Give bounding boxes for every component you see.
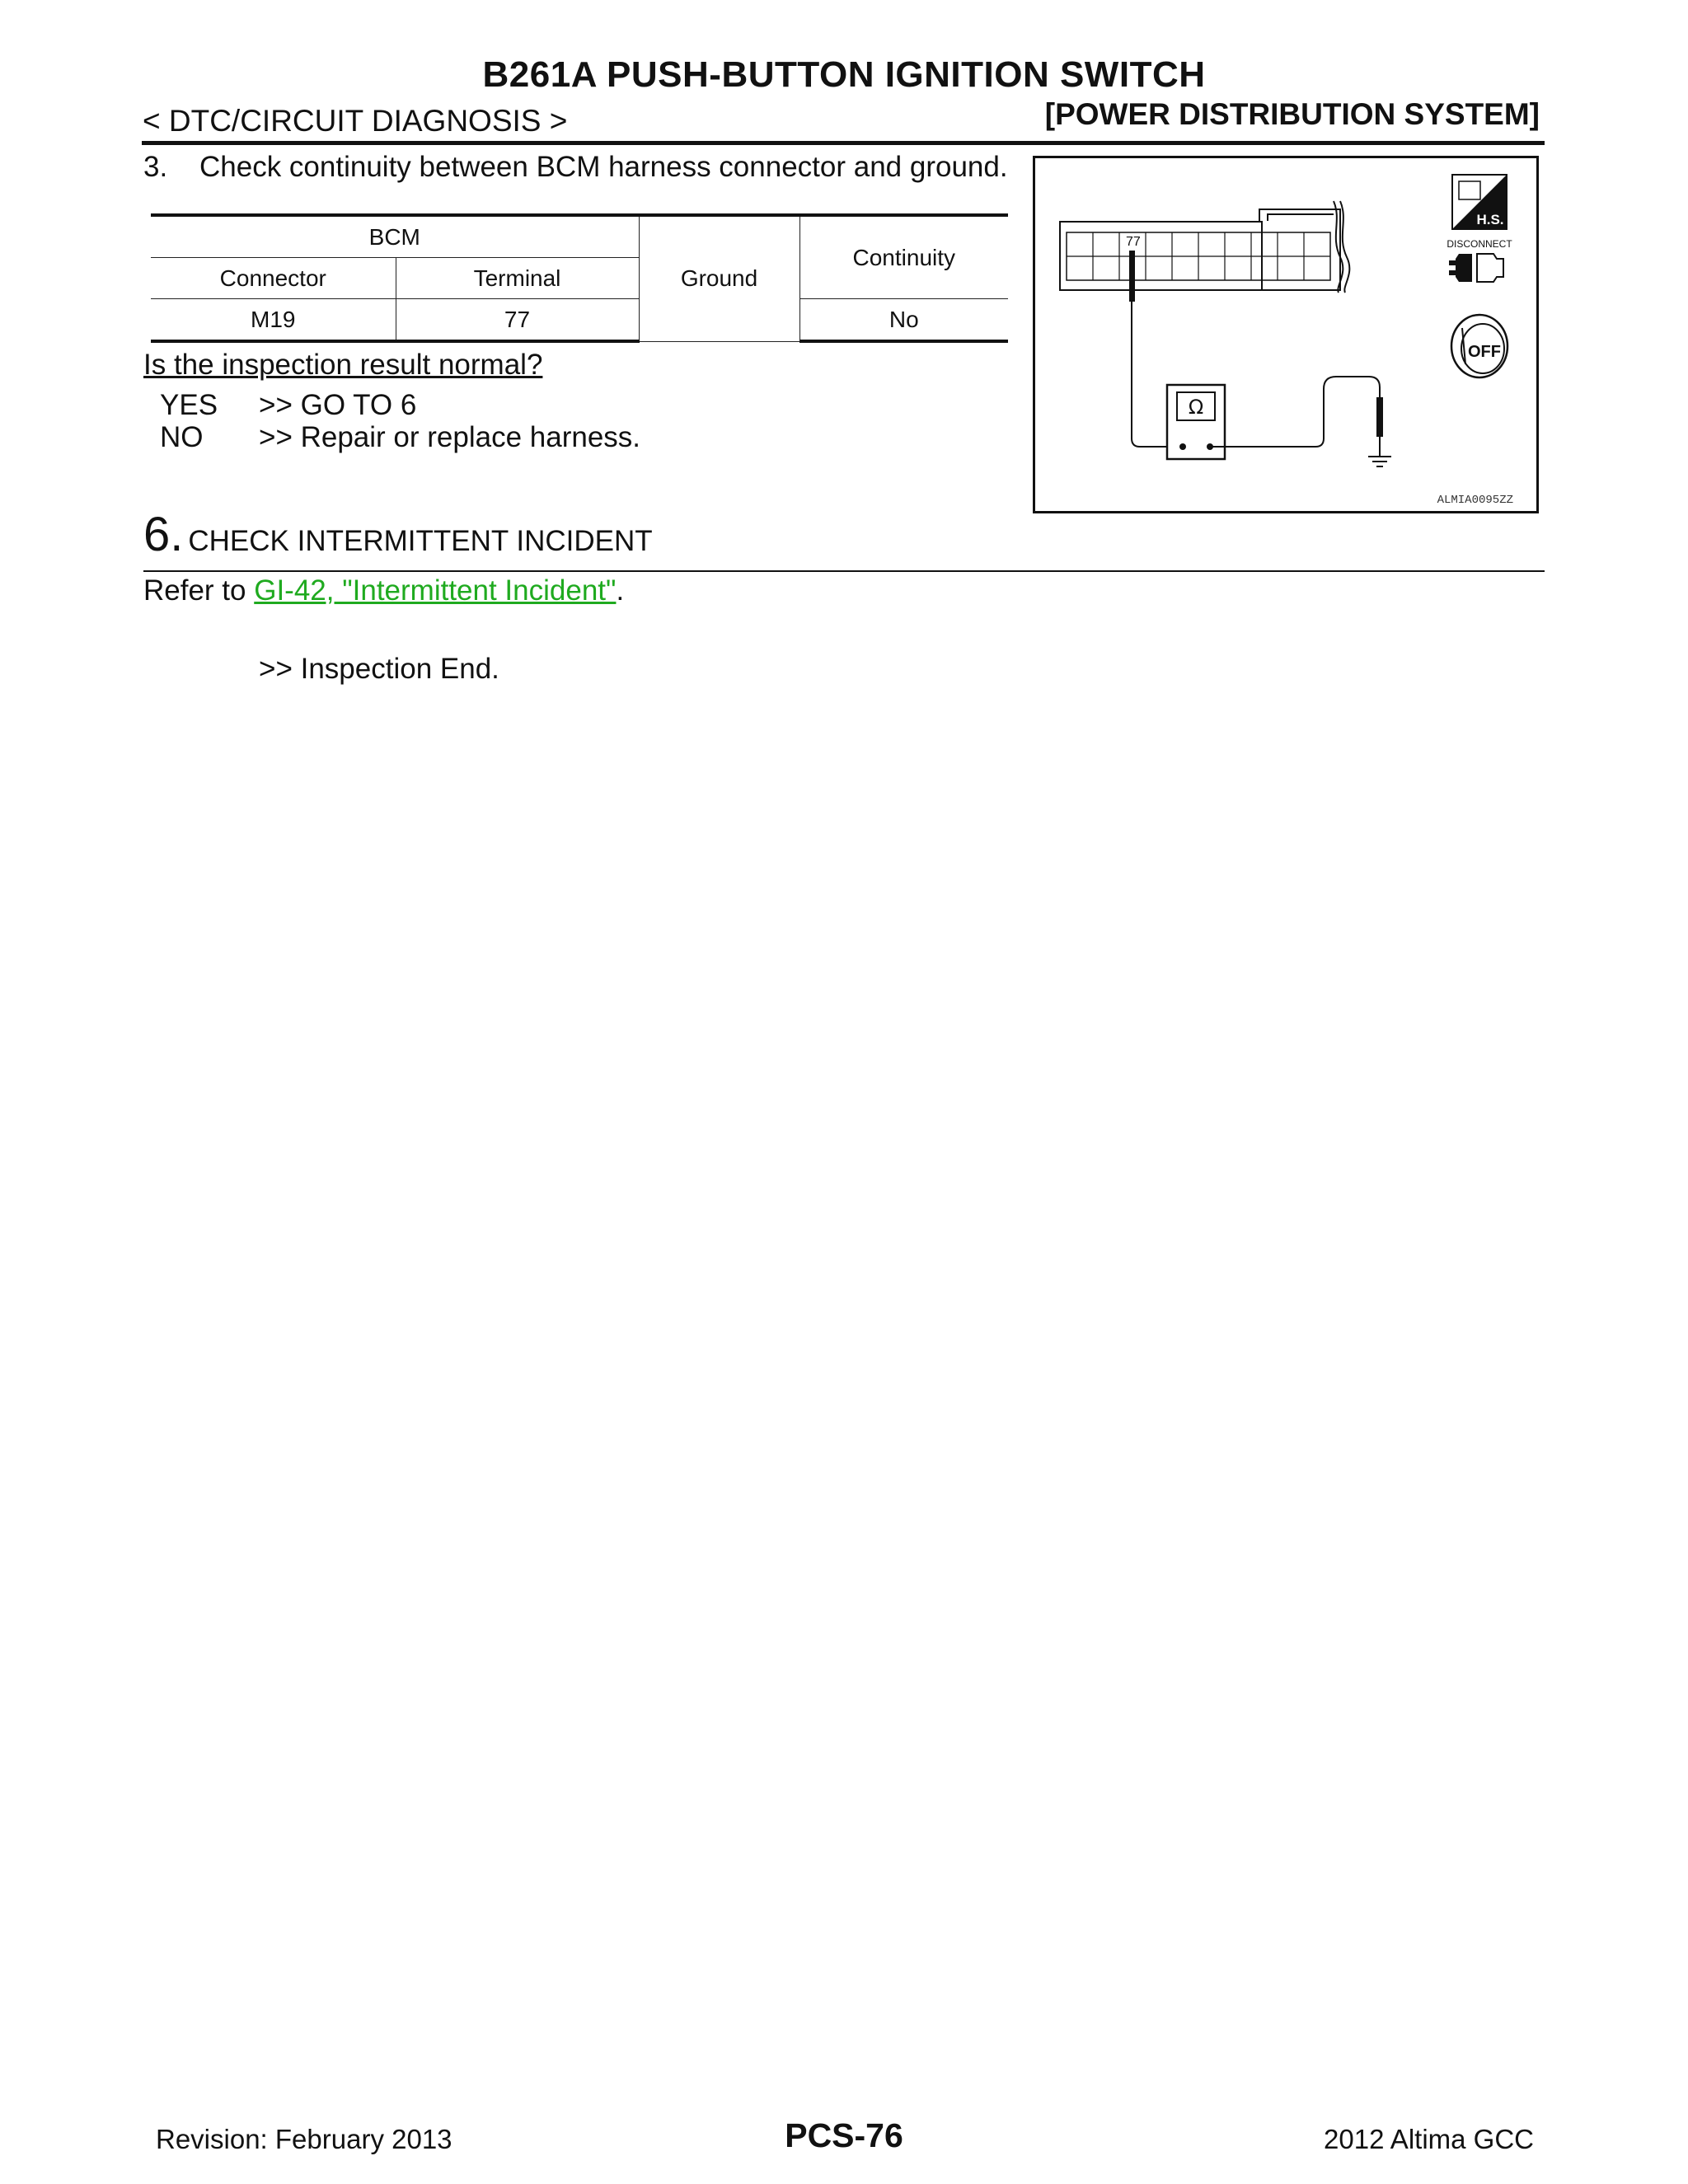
hs-icon (1452, 175, 1507, 229)
footer-revision: Revision: February 2013 (156, 2124, 452, 2154)
inspection-question: Is the inspection result normal? (143, 349, 543, 381)
diagram-svg (1035, 158, 1536, 511)
ignition-off-icon (1451, 315, 1507, 377)
step-3-instruction (143, 151, 1008, 184)
off-label: OFF (1468, 343, 1501, 361)
step-3-text: Check continuity between BCM harness connector and ground. (199, 151, 1008, 183)
header-divider (142, 141, 1545, 145)
ohmmeter-icon (1167, 377, 1380, 459)
connector-header: Connector (151, 258, 396, 299)
step-6-title: CHECK INTERMITTENT INCIDENT (188, 525, 653, 557)
disconnect-label: DISCONNECT (1447, 238, 1512, 250)
connector-cell: M19 (151, 299, 396, 342)
inspection-end: >> Inspection End. (259, 653, 499, 685)
continuity-cell: No (799, 299, 1008, 342)
figure-code: ALMIA0095ZZ (1437, 494, 1513, 507)
footer-model: 2012 Altima GCC (1324, 2124, 1534, 2154)
refer-prefix: Refer to (143, 574, 255, 607)
step-6-number: 6. (143, 508, 184, 561)
terminal-header: Terminal (396, 258, 639, 299)
disconnect-icon (1449, 254, 1503, 282)
ground-icon (1368, 457, 1391, 466)
ground-header: Ground (639, 215, 799, 341)
footer-page-number: PCS-76 (785, 2116, 903, 2154)
refer-line (143, 574, 624, 607)
intermittent-incident-link[interactable]: GI-42, "Intermittent Incident" (254, 574, 617, 607)
continuity-header: Continuity (799, 215, 1008, 299)
answer-action: >> Repair or replace harness. (259, 421, 641, 453)
step-3-number: 3. (143, 151, 168, 183)
connector-icon (1060, 201, 1349, 293)
hs-label: H.S. (1476, 212, 1504, 227)
terminal-cell: 77 (396, 299, 639, 342)
answer-key: YES (160, 389, 218, 421)
step-6-divider (143, 570, 1545, 572)
answer-action: >> GO TO 6 (259, 389, 417, 421)
ground-probe-icon (1376, 397, 1383, 457)
ohm-symbol: Ω (1188, 396, 1204, 419)
continuity-table (151, 213, 1008, 343)
step-6-heading (143, 507, 653, 562)
page-title: B261A PUSH-BUTTON IGNITION SWITCH (482, 54, 1206, 95)
continuity-check-diagram (1033, 156, 1539, 513)
section-label: < DTC/CIRCUIT DIAGNOSIS > (143, 104, 568, 138)
system-label: [POWER DISTRIBUTION SYSTEM] (1044, 97, 1540, 131)
refer-suffix: . (616, 574, 625, 607)
bcm-header: BCM (151, 215, 639, 258)
answer-key: NO (160, 421, 204, 453)
terminal-label: 77 (1126, 235, 1141, 249)
